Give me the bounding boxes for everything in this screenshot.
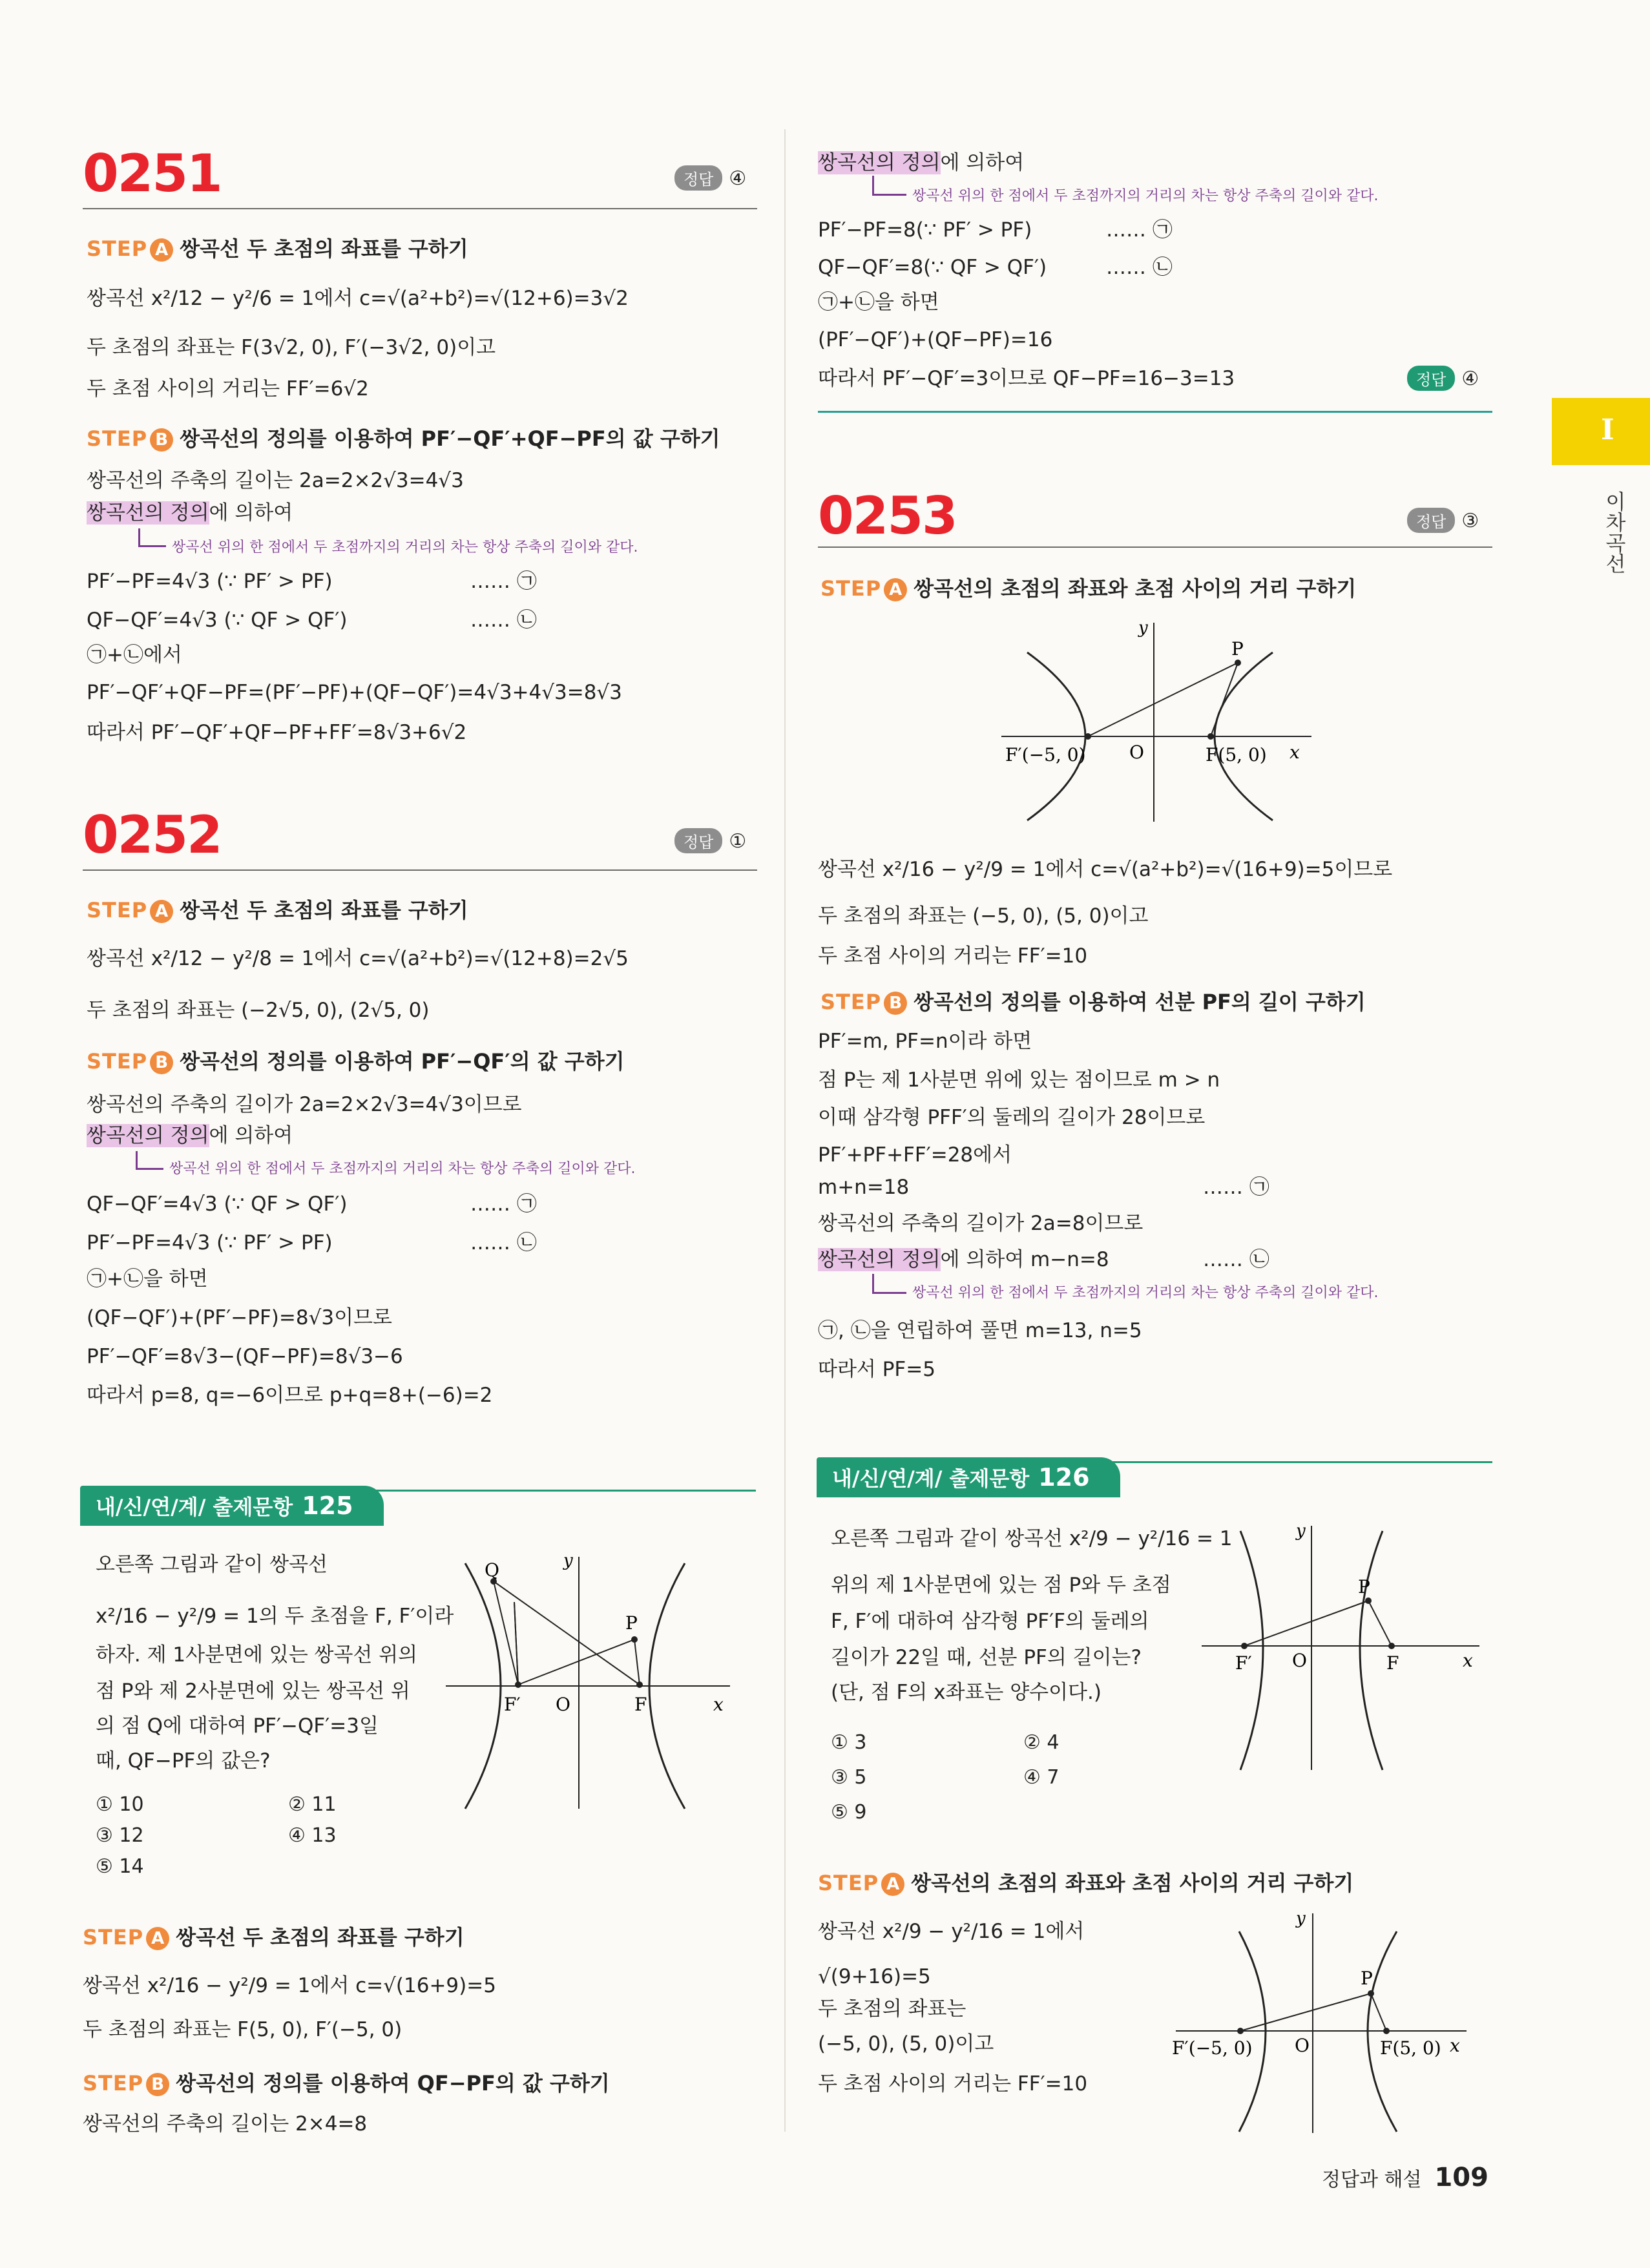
step-label: STEP bbox=[87, 426, 148, 451]
step-mark: A bbox=[884, 578, 907, 601]
point-p bbox=[631, 1636, 638, 1643]
box-rule bbox=[80, 1490, 756, 1492]
hyperbola-figure-126 bbox=[1195, 1512, 1486, 1776]
question-text: (단, 점 F의 x좌표는 양수이다.) bbox=[831, 1681, 1102, 1704]
text-line: (QF−QF′)+(PF′−PF)=8√3이므로 bbox=[87, 1306, 392, 1329]
question-text: 하자. 제 1사분면에 있는 쌍곡선 위의 bbox=[96, 1643, 418, 1667]
text-line: ㉠+㉡에서 bbox=[87, 643, 182, 667]
highlight: 쌍곡선의 정의 bbox=[87, 501, 209, 525]
definition-note: 쌍곡선 위의 한 점에서 두 초점까지의 거리의 차는 항상 주축의 길이와 같다. bbox=[169, 1161, 636, 1177]
text-line: 이때 삼각형 PFF′의 둘레의 길이가 28이므로 bbox=[818, 1106, 1206, 1129]
step-label: STEP bbox=[87, 898, 148, 922]
question-text: x²/16 − y²/9 = 1의 두 초점을 F, F′이라 bbox=[96, 1605, 454, 1628]
label-x: x bbox=[1290, 742, 1300, 763]
text-line: 쌍곡선 x²/16 − y²/9 = 1에서 c=√(a²+b²)=√(16+9)=5이므로 bbox=[818, 858, 1393, 881]
text-line: PF′−PF=8(∵ PF′ > PF) bbox=[818, 218, 1032, 242]
label-p: P bbox=[1358, 1576, 1370, 1597]
label-f: F bbox=[634, 1694, 647, 1715]
equation-tag: …… ㉠ bbox=[470, 570, 537, 593]
definition-note: 쌍곡선 위의 한 점에서 두 초점까지의 거리의 차는 항상 주축의 길이와 같다. bbox=[912, 188, 1379, 204]
step-b-0252 bbox=[87, 1045, 625, 1075]
question-text: 오른쪽 그림과 같이 쌍곡선 bbox=[96, 1553, 328, 1576]
text-line: 쌍곡선의 주축의 길이가 2a=2×2√3=4√3이므로 bbox=[87, 1093, 522, 1116]
question-text: 오른쪽 그림과 같이 쌍곡선 x²/9 − y²/16 = 1 bbox=[831, 1527, 1233, 1550]
text-line: ㉠+㉡을 하면 bbox=[818, 291, 939, 314]
divider bbox=[83, 869, 757, 871]
answer-value: ④ bbox=[729, 167, 747, 190]
step-title: 쌍곡선의 정의를 이용하여 QF−PF의 값 구하기 bbox=[176, 2071, 610, 2096]
linked-problem-header-125 bbox=[80, 1486, 384, 1526]
label-f: F bbox=[1386, 1652, 1399, 1674]
page-footer bbox=[1322, 2163, 1488, 2192]
label-x: x bbox=[1450, 2035, 1460, 2056]
text-line: QF−QF′=4√3 (∵ QF > QF′) bbox=[87, 609, 348, 632]
label-f-prime: F′ bbox=[1235, 1652, 1252, 1674]
problem-number-0252: 0252 bbox=[83, 805, 222, 865]
step-label: STEP bbox=[818, 1871, 879, 1895]
box-title: 내/신/연/계/ 출제문항 bbox=[96, 1495, 293, 1519]
equation-tag: …… ㉠ bbox=[470, 1192, 537, 1216]
right-branch bbox=[1360, 1531, 1383, 1770]
column-divider bbox=[784, 129, 786, 2132]
question-text: 점 P와 제 2사분면에 있는 쌍곡선 위 bbox=[96, 1680, 410, 1703]
highlight: 쌍곡선의 정의 bbox=[818, 151, 941, 174]
step-b-125 bbox=[83, 2067, 610, 2097]
text-span: 에 의하여 m−n=8 bbox=[940, 1248, 1109, 1271]
note-arrow bbox=[872, 176, 906, 196]
text-line: PF′−PF=4√3 (∵ PF′ > PF) bbox=[87, 570, 333, 593]
question-text: F, F′에 대하여 삼각형 PF′F의 둘레의 bbox=[831, 1610, 1149, 1633]
chapter-tab bbox=[1552, 398, 1650, 465]
text-line bbox=[818, 1247, 1109, 1273]
question-text: 위의 제 1사분면에 있는 점 P와 두 초점 bbox=[831, 1574, 1171, 1597]
text-line: 두 초점의 좌표는 (−2√5, 0), (2√5, 0) bbox=[87, 999, 430, 1022]
question-text: 의 점 Q에 대하여 PF′−QF′=3일 bbox=[96, 1714, 379, 1738]
step-a-0253 bbox=[820, 572, 1356, 602]
text-line: 따라서 PF′−QF′+QF−PF+FF′=8√3+6√2 bbox=[87, 721, 467, 744]
label-q: Q bbox=[485, 1559, 499, 1581]
text-line: 두 초점 사이의 거리는 FF′=10 bbox=[818, 944, 1088, 968]
label-y: y bbox=[563, 1551, 573, 1570]
choice: ④ 7 bbox=[1023, 1766, 1060, 1789]
answer-0252 bbox=[674, 828, 746, 853]
text-line: 두 초점의 좌표는 (−5, 0), (5, 0)이고 bbox=[818, 904, 1149, 928]
equation-tag: …… ㉡ bbox=[1203, 1248, 1269, 1271]
equation-tag: …… ㉡ bbox=[470, 609, 537, 632]
text-line: (−5, 0), (5, 0)이고 bbox=[818, 2032, 994, 2055]
focus-f bbox=[636, 1681, 643, 1688]
choice: ④ 13 bbox=[288, 1824, 337, 1847]
text-line: 두 초점의 좌표는 bbox=[818, 1997, 966, 2021]
step-mark: B bbox=[150, 428, 173, 452]
label-f-prime: F′ bbox=[504, 1694, 521, 1715]
text-line: PF′−PF=4√3 (∵ PF′ > PF) bbox=[87, 1231, 333, 1254]
answer-0252-continued bbox=[1407, 366, 1479, 391]
focus-f-prime bbox=[515, 1681, 521, 1688]
text-line: 쌍곡선 x²/9 − y²/16 = 1에서 bbox=[818, 1920, 1085, 1943]
highlight: 쌍곡선의 정의 bbox=[87, 1124, 209, 1147]
note-arrow bbox=[136, 1151, 163, 1170]
choice: ③ 12 bbox=[96, 1824, 144, 1847]
text-line: 쌍곡선 x²/12 − y²/6 = 1에서 c=√(a²+b²)=√(12+6)=3√2 bbox=[87, 287, 629, 310]
step-mark: A bbox=[150, 900, 173, 923]
choice: ① 10 bbox=[96, 1793, 144, 1816]
step-mark: A bbox=[150, 238, 173, 262]
step-title: 쌍곡선 두 초점의 좌표를 구하기 bbox=[180, 236, 468, 261]
text-span: 에 의하여 bbox=[940, 151, 1025, 174]
text-line: √(9+16)=5 bbox=[818, 1965, 931, 1988]
point-p bbox=[1368, 1990, 1374, 1997]
label-origin: O bbox=[1129, 742, 1144, 763]
note-arrow bbox=[872, 1274, 906, 1294]
text-line: m+n=18 bbox=[818, 1176, 910, 1199]
choice: ② 11 bbox=[288, 1793, 337, 1816]
step-title: 쌍곡선의 정의를 이용하여 PF′−QF′의 값 구하기 bbox=[180, 1049, 625, 1074]
label-x: x bbox=[1463, 1650, 1473, 1671]
step-label: STEP bbox=[87, 236, 148, 261]
step-label: STEP bbox=[820, 990, 882, 1014]
choice: ② 4 bbox=[1023, 1731, 1060, 1754]
chapter-title: 이차곡선 bbox=[1602, 491, 1627, 574]
label-x: x bbox=[713, 1694, 724, 1715]
text-line: 따라서 p=8, q=−6이므로 p+q=8+(−6)=2 bbox=[87, 1384, 493, 1407]
answer-label: 정답 bbox=[1407, 508, 1455, 533]
text-line: 따라서 PF′−QF′=3이므로 QF−PF=16−3=13 bbox=[818, 367, 1235, 390]
label-f-prime: F′(−5, 0) bbox=[1005, 744, 1086, 765]
label-y: y bbox=[1138, 618, 1148, 638]
definition-note: 쌍곡선 위의 한 점에서 두 초점까지의 거리의 차는 항상 주축의 길이와 같다. bbox=[172, 539, 638, 556]
answer-label: 정답 bbox=[1407, 366, 1455, 391]
text-line: PF′−QF′+QF−PF=(PF′−PF)+(QF−QF′)=4√3+4√3=8√3 bbox=[87, 681, 622, 704]
step-title: 쌍곡선의 정의를 이용하여 PF′−QF′+QF−PF의 값 구하기 bbox=[180, 426, 720, 451]
answer-0251 bbox=[674, 165, 746, 191]
focus-f-prime bbox=[1237, 2028, 1244, 2034]
label-f: F(5, 0) bbox=[1206, 744, 1267, 765]
text-line: 쌍곡선의 주축의 길이는 2a=2×2√3=4√3 bbox=[87, 469, 464, 492]
hyperbola-figure-125 bbox=[439, 1544, 749, 1815]
step-b-0251 bbox=[87, 422, 720, 452]
equation-tag: …… ㉡ bbox=[1106, 256, 1173, 279]
left-branch bbox=[1240, 1531, 1263, 1770]
text-line: ㉠+㉡을 하면 bbox=[87, 1267, 208, 1291]
focus-f bbox=[1388, 1643, 1395, 1649]
focus-f-prime bbox=[1085, 733, 1091, 740]
choice: ③ 5 bbox=[831, 1766, 867, 1789]
page-number: 109 bbox=[1434, 2163, 1488, 2192]
answer-label: 정답 bbox=[674, 828, 722, 853]
label-p: P bbox=[1361, 1968, 1373, 1989]
choice: ⑤ 14 bbox=[96, 1855, 144, 1878]
text-line bbox=[87, 1123, 293, 1149]
text-line: QF−QF′=4√3 (∵ QF > QF′) bbox=[87, 1192, 348, 1216]
problem-number-0251: 0251 bbox=[83, 143, 222, 203]
label-f-prime: F′(−5, 0) bbox=[1172, 2037, 1253, 2059]
step-label: STEP bbox=[83, 2071, 144, 2096]
point-p bbox=[1235, 660, 1241, 666]
step-title: 쌍곡선 두 초점의 좌표를 구하기 bbox=[176, 1925, 465, 1950]
label-origin: O bbox=[1292, 1650, 1307, 1671]
label-p: P bbox=[1231, 638, 1244, 660]
step-mark: A bbox=[146, 1927, 169, 1950]
text-line bbox=[818, 150, 1024, 176]
choice: ① 3 bbox=[831, 1731, 867, 1754]
problem-number-0253: 0253 bbox=[818, 486, 957, 546]
text-line: 쌍곡선 x²/12 − y²/8 = 1에서 c=√(a²+b²)=√(12+8)=2√5 bbox=[87, 947, 629, 970]
linked-problem-header-126 bbox=[817, 1457, 1120, 1497]
text-line: PF′+PF+FF′=28에서 bbox=[818, 1143, 1012, 1167]
label-origin: O bbox=[1295, 2035, 1310, 2056]
text-span: 에 의하여 bbox=[209, 501, 293, 525]
text-line: ㉠, ㉡을 연립하여 풀면 m=13, n=5 bbox=[818, 1319, 1142, 1342]
answer-value: ④ bbox=[1461, 368, 1479, 390]
hyperbola-figure-126-solution bbox=[1163, 1899, 1473, 2138]
text-line: (PF′−QF′)+(QF−PF)=16 bbox=[818, 328, 1053, 351]
hyperbola-figure-0253 bbox=[988, 614, 1350, 827]
equation-tag: …… ㉠ bbox=[1106, 218, 1173, 242]
box-number: 126 bbox=[1038, 1463, 1090, 1492]
step-mark: B bbox=[146, 2073, 169, 2096]
text-line: 따라서 PF=5 bbox=[818, 1358, 935, 1381]
box-number: 125 bbox=[302, 1492, 353, 1520]
step-a-0252 bbox=[87, 894, 468, 924]
equation-tag: …… ㉠ bbox=[1203, 1176, 1269, 1199]
label-origin: O bbox=[556, 1694, 570, 1715]
step-title: 쌍곡선의 초점의 좌표와 초점 사이의 거리 구하기 bbox=[911, 1871, 1354, 1895]
focus-f bbox=[1207, 733, 1214, 740]
note-arrow bbox=[138, 528, 166, 547]
question-text: 길이가 22일 때, 선분 PF의 길이는? bbox=[831, 1646, 1142, 1669]
step-mark: B bbox=[150, 1051, 173, 1074]
text-line: 쌍곡선의 주축의 길이는 2×4=8 bbox=[83, 2112, 368, 2136]
focus-f bbox=[1383, 2028, 1390, 2034]
label-y: y bbox=[1296, 1909, 1306, 1928]
divider bbox=[83, 208, 757, 209]
label-f: F(5, 0) bbox=[1380, 2037, 1441, 2059]
text-line: PF′−QF′=8√3−(QF−PF)=8√3−6 bbox=[87, 1345, 403, 1368]
label-y: y bbox=[1296, 1521, 1306, 1541]
text-line: 두 초점의 좌표는 F(5, 0), F′(−5, 0) bbox=[83, 2018, 402, 2041]
footer-label: 정답과 해설 bbox=[1322, 2169, 1422, 2191]
label-p: P bbox=[625, 1612, 638, 1634]
step-b-0253 bbox=[820, 986, 1366, 1015]
highlight: 쌍곡선의 정의 bbox=[818, 1248, 941, 1271]
divider bbox=[818, 411, 1492, 413]
divider bbox=[818, 546, 1492, 548]
point-p bbox=[1365, 1597, 1372, 1604]
definition-note: 쌍곡선 위의 한 점에서 두 초점까지의 거리의 차는 항상 주축의 길이와 같다. bbox=[912, 1285, 1379, 1301]
chapter-numeral: Ⅰ bbox=[1601, 413, 1614, 446]
step-a-125 bbox=[83, 1921, 465, 1951]
answer-0253 bbox=[1407, 508, 1479, 533]
step-title: 쌍곡선의 초점의 좌표와 초점 사이의 거리 구하기 bbox=[914, 576, 1357, 601]
step-mark: B bbox=[884, 992, 907, 1015]
text-line: 쌍곡선 x²/16 − y²/9 = 1에서 c=√(16+9)=5 bbox=[83, 1974, 496, 1997]
text-line: 점 P는 제 1사분면 위에 있는 점이므로 m > n bbox=[818, 1068, 1220, 1092]
step-title: 쌍곡선 두 초점의 좌표를 구하기 bbox=[180, 898, 468, 922]
answer-value: ① bbox=[729, 830, 747, 853]
answer-label: 정답 bbox=[674, 165, 722, 191]
step-label: STEP bbox=[820, 576, 882, 601]
text-line: 두 초점 사이의 거리는 FF′=10 bbox=[818, 2072, 1088, 2096]
focus-f-prime bbox=[1241, 1643, 1248, 1649]
box-rule bbox=[817, 1461, 1492, 1463]
question-text: 때, QF−PF의 값은? bbox=[96, 1749, 271, 1773]
choice: ⑤ 9 bbox=[831, 1801, 867, 1824]
step-a-0251 bbox=[87, 233, 468, 262]
step-mark: A bbox=[881, 1873, 904, 1896]
text-line: 두 초점 사이의 거리는 FF′=6√2 bbox=[87, 377, 369, 401]
answer-value: ③ bbox=[1461, 510, 1479, 532]
text-line bbox=[87, 500, 293, 526]
step-label: STEP bbox=[83, 1925, 144, 1950]
text-span: 에 의하여 bbox=[209, 1124, 293, 1147]
step-label: STEP bbox=[87, 1049, 148, 1074]
text-line: 두 초점의 좌표는 F(3√2, 0), F′(−3√2, 0)이고 bbox=[87, 336, 496, 359]
box-title: 내/신/연/계/ 출제문항 bbox=[832, 1466, 1030, 1491]
text-line: QF−QF′=8(∵ QF > QF′) bbox=[818, 256, 1047, 279]
step-title: 쌍곡선의 정의를 이용하여 선분 PF의 길이 구하기 bbox=[914, 990, 1366, 1014]
equation-tag: …… ㉡ bbox=[470, 1231, 537, 1254]
text-line: 쌍곡선의 주축의 길이가 2a=8이므로 bbox=[818, 1212, 1144, 1235]
step-a-126 bbox=[818, 1867, 1353, 1897]
text-line: PF′=m, PF=n이라 하면 bbox=[818, 1030, 1032, 1053]
